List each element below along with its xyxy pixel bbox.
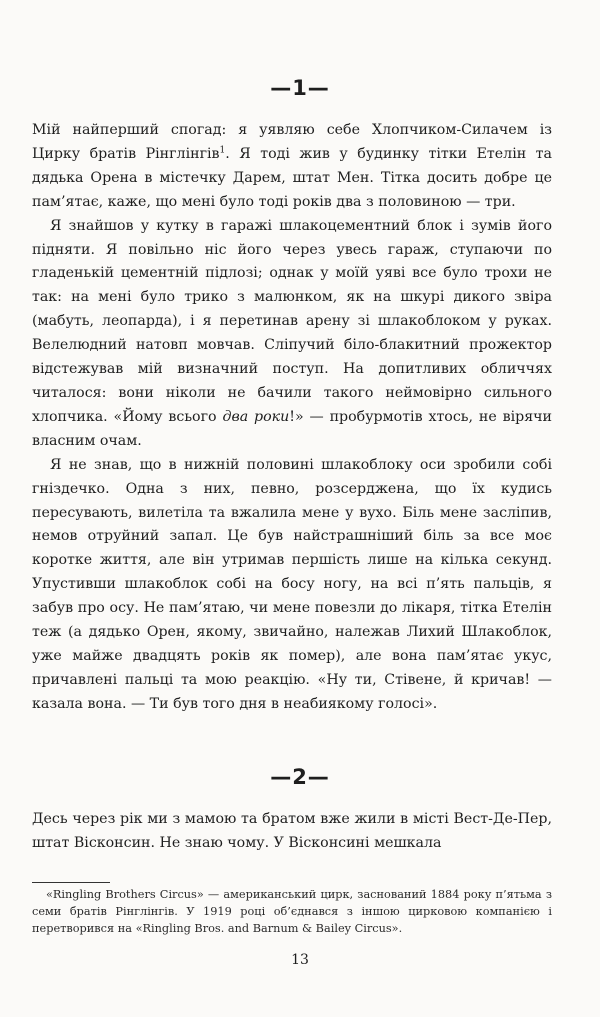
paragraph: Я знайшов у кутку в гаражі шлакоцементний блок і зумів його підняти. Я повільно ніс його через увесь гараж, ступаючи по гладенькій цементній підлозі; однак у моїй уяві все було трохи не так: на мені було трико з малюнком, як на шкурі дикого звіра (мабуть, леопарда), і я перетинав арену зі шлакоблоком у руках. Велелюдний натовп мовчав. Сліпучий біло-блакитний прожектор відстежував мій визначний поступ. На допитливих обличчях читалося: вони ніколи не бачили такого неймовірно сильного хлопчика. «Йому всього два роки!» — пробурмотів хтось, не вірячи власним очам.: [32, 217, 552, 449]
footnote: [32, 886, 552, 937]
section-1-body: [32, 119, 552, 717]
emphasis-text: два роки: [222, 408, 290, 425]
footnote-divider: [32, 882, 110, 883]
paragraph: Мій найперший спогад: я уявляю себе Хлопчиком-Силачем із Цирку братів Рінглінгів$^1$. Я тоді жив у будинку тітки Етелін та дядька Орена в містечку Дарем, штат Мен. Тітка досить добре це пам’ятає, каже, що мені було тоді років два з половиною — три.: [32, 122, 552, 210]
paragraph: Я не знав, що в нижній половині шлакоблоку оси зробили собі гніздечко. Одна з них, певно, розсерджена, що їх кудись пересувають, вилетіла та вжалила мене у вухо. Біль мене засліпив, немов отруйний запал. Це був найстрашніший біль за все моє коротке життя, але він утримав першість лише на кілька секунд. Упустивши шлакоблок собі на босу ногу, на всі п’ять пальців, я забув про осу. Не пам’ятаю, чи мене повезли до лікаря, тітка Етелін теж (а дядько Орен, якому, звичайно, належав Лихий Шлакоблок, уже майже двадцять років як помер), але вона пам’ятає укус, причавлені пальці та мою реакцію. «Ну ти, Стівене, й кричав! — казала вона. — Ти був того дня в неабиякому голосі».: [32, 456, 552, 712]
footnote-text: «Ringling Brothers Circus» — американський цирк, заснований 1884 року п’ятьма з семи братів Рінглінгів. У 1919 році об’єднався з іншою цирковою компанією і перетворився на «Ringling Bros. and Barnum & Bailey Circus».: [32, 888, 552, 935]
chapter-heading-1: —1—: [270, 76, 330, 100]
chapter-heading-2: —2—: [270, 765, 330, 789]
section-2-body: [32, 808, 552, 856]
footnote-reference: 1: [219, 145, 226, 156]
paragraph: Десь через рік ми з мамою та братом вже жили в місті Вест-Де-Пер, штат Вісконсин. Не знаю чому. У Вісконсині мешкала: [32, 811, 552, 851]
page-number: 13: [291, 952, 309, 968]
